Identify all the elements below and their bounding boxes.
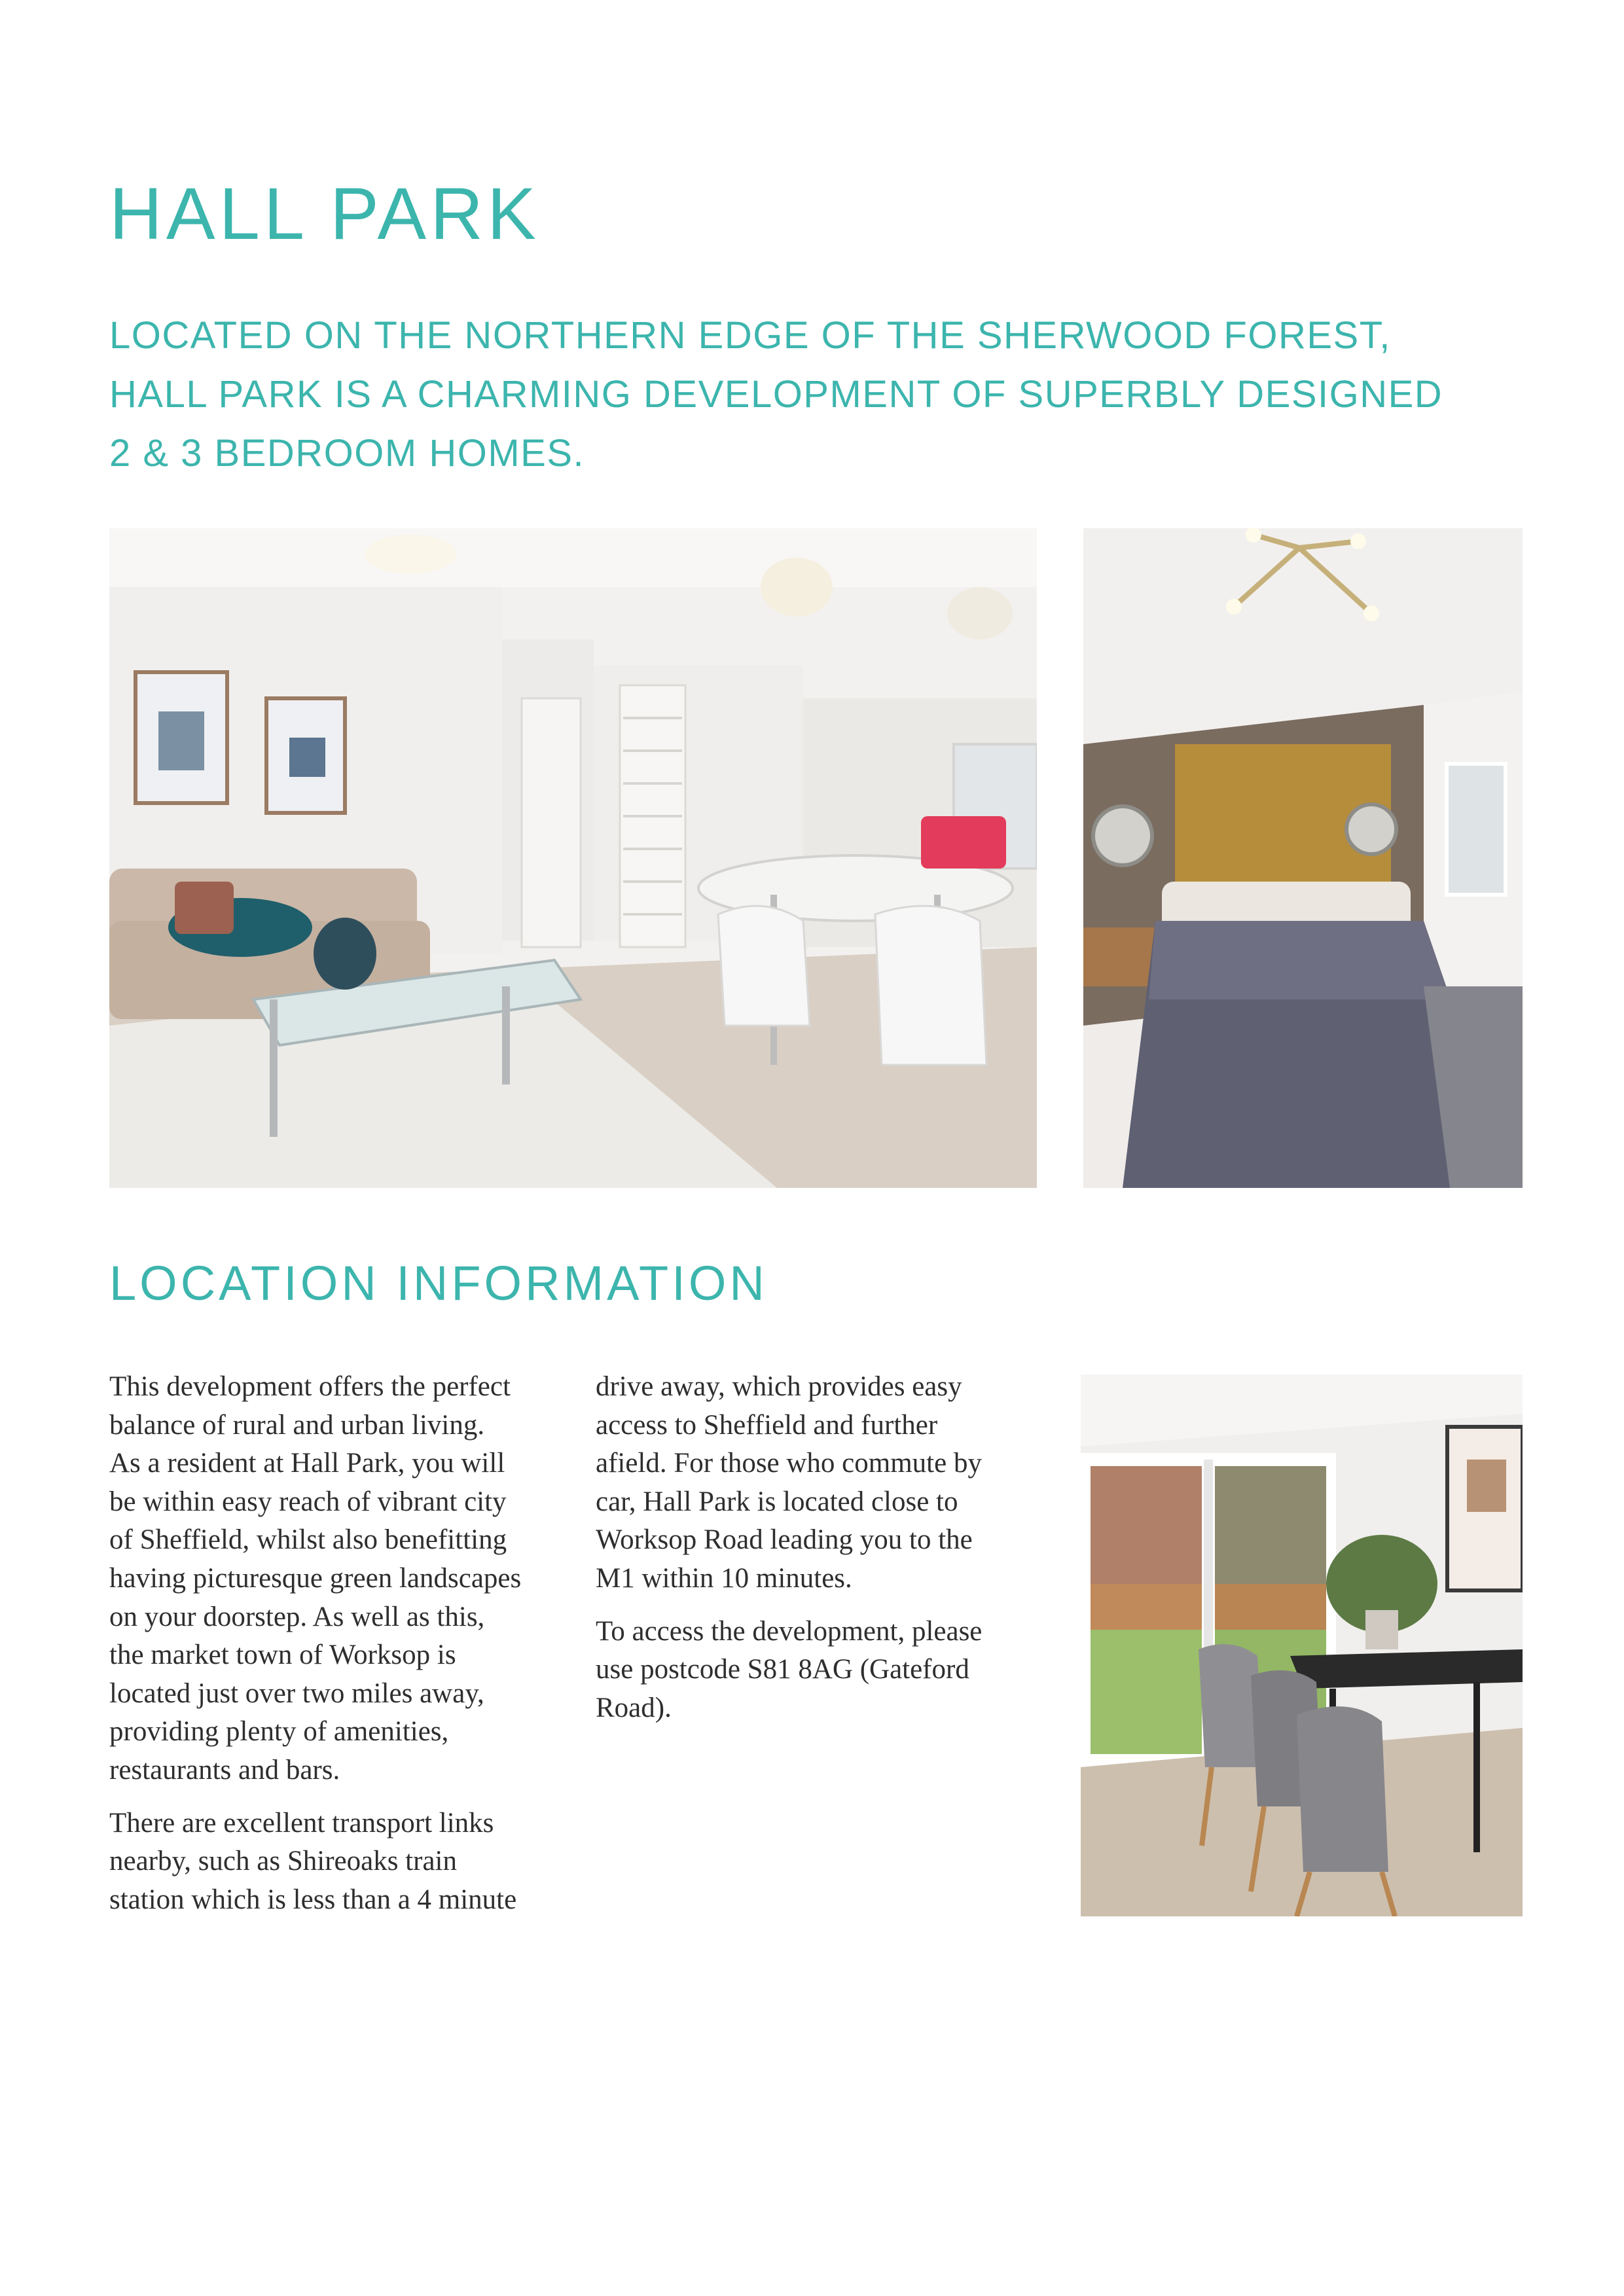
- dining-room-illustration: [1081, 1374, 1523, 1916]
- text-line: be within easy reach of vibrant city: [109, 1486, 507, 1517]
- text-line: restaurants and bars.: [109, 1754, 340, 1785]
- intro-line: 2 & 3 BEDROOM HOMES.: [109, 432, 585, 475]
- text-line: nearby, such as Shireoaks train: [109, 1846, 457, 1877]
- body-column-left: [109, 1368, 568, 1933]
- text-line: access to Sheffield and further: [596, 1409, 938, 1441]
- intro-line: LOCATED ON THE NORTHERN EDGE OF THE SHERWOOD FOREST,: [109, 314, 1391, 357]
- text-line: having picturesque green landscapes: [109, 1562, 522, 1594]
- bedroom-illustration: [1083, 528, 1523, 1188]
- intro-text: [109, 306, 1562, 483]
- text-line: of Sheffield, whilst also benefitting: [109, 1524, 507, 1556]
- text-line: on your doorstep. As well as this,: [109, 1601, 485, 1632]
- text-line: afield. For those who commute by: [596, 1448, 982, 1479]
- text-line: balance of rural and urban living.: [109, 1409, 485, 1441]
- text-line: Road).: [596, 1692, 672, 1723]
- text-line: There are excellent transport links: [109, 1807, 494, 1839]
- body-paragraph: [596, 1368, 1054, 1598]
- text-line: To access the development, please: [596, 1615, 983, 1647]
- text-line: drive away, which provides easy: [596, 1371, 962, 1402]
- living-room-illustration: [109, 528, 1037, 1188]
- text-line: car, Hall Park is located close to: [596, 1486, 958, 1517]
- body-column-right: [596, 1368, 1054, 1742]
- text-line: This development offers the perfect: [109, 1371, 511, 1402]
- intro-line: HALL PARK IS A CHARMING DEVELOPMENT OF SUPERBLY DESIGNED: [109, 373, 1443, 416]
- body-paragraph: [596, 1613, 1054, 1728]
- text-line: As a resident at Hall Park, you will: [109, 1448, 505, 1479]
- body-paragraph: [109, 1368, 568, 1790]
- page-title: HALL PARK: [109, 173, 540, 255]
- text-line: located just over two miles away,: [109, 1677, 484, 1709]
- section-title: LOCATION INFORMATION: [109, 1256, 768, 1310]
- text-line: M1 within 10 minutes.: [596, 1562, 852, 1594]
- body-paragraph: [109, 1804, 568, 1920]
- text-line: Worksop Road leading you to the: [596, 1524, 973, 1556]
- living-room-photo: [109, 528, 1037, 1188]
- dining-room-photo: [1081, 1374, 1523, 1916]
- text-line: use postcode S81 8AG (Gateford: [596, 1654, 969, 1685]
- text-line: providing plenty of amenities,: [109, 1716, 449, 1748]
- text-line: the market town of Worksop is: [109, 1640, 456, 1671]
- text-line: station which is less than a 4 minute: [109, 1884, 517, 1915]
- bedroom-photo: [1083, 528, 1523, 1188]
